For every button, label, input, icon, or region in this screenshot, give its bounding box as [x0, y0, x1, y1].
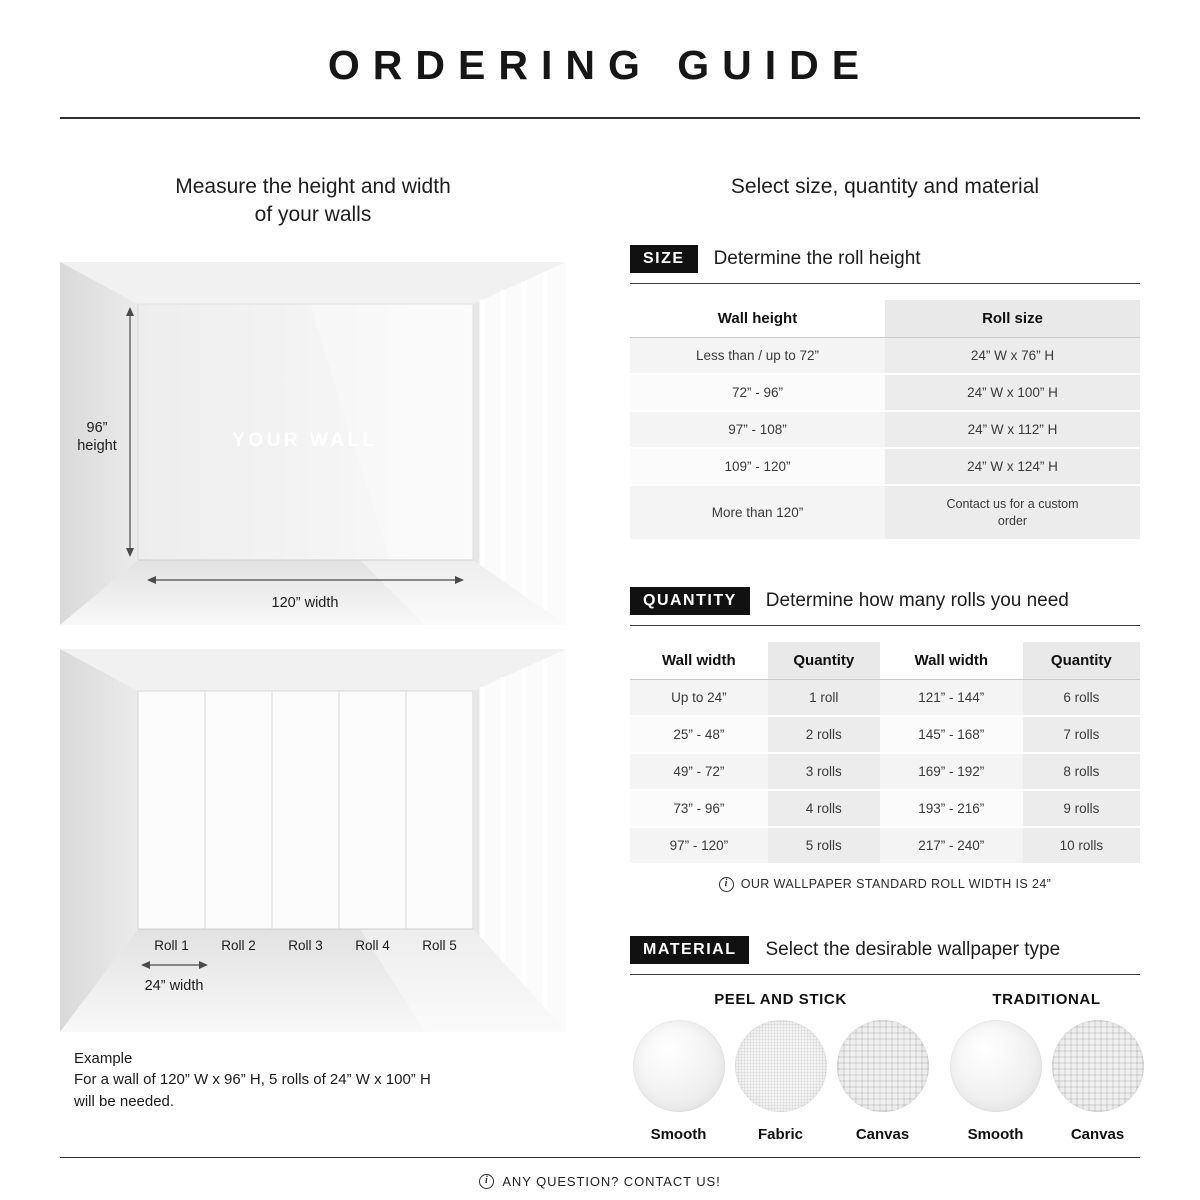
wall-width-cell: 25” - 48”	[630, 717, 768, 754]
size-section	[630, 245, 1140, 541]
material-option-smooth	[630, 1020, 727, 1143]
wall-height-cell: More than 120”	[630, 486, 885, 541]
measure-section	[60, 119, 566, 1113]
wall-width-cell: Up to 24”	[630, 680, 768, 717]
material-subtitle: Select the desirable wallpaper type	[765, 938, 1061, 960]
quantity-table-row	[630, 680, 1140, 717]
roll-size-cell	[885, 486, 1140, 541]
material-option-label: Smooth	[967, 1125, 1024, 1143]
quantity-section-head	[630, 587, 1140, 626]
smooth-texture-swatch	[633, 1020, 725, 1112]
smooth-texture-swatch	[950, 1020, 1042, 1112]
material-group-title: PEEL AND STICK	[714, 990, 847, 1008]
material-option-canvas	[1049, 1020, 1146, 1143]
wall-width-cell: 49” - 72”	[630, 754, 768, 791]
quantity-cell: 1 roll	[768, 680, 880, 717]
size-subtitle: Determine the roll height	[713, 248, 921, 270]
room-illustration-2	[60, 649, 566, 1032]
material-section	[630, 936, 1140, 1143]
size-table-row	[630, 449, 1140, 486]
roll-size-cell: 24” W x 124” H	[885, 449, 1140, 486]
quantity-cell: 2 rolls	[768, 717, 880, 754]
footer-contact	[0, 1174, 1200, 1189]
quantity-table	[630, 642, 1140, 865]
wall-width-cell: 97” - 120”	[630, 828, 768, 865]
quantity-badge: QUANTITY	[630, 587, 750, 615]
wall-width-cell: 121” - 144”	[880, 680, 1023, 717]
material-options	[947, 1020, 1146, 1143]
select-section	[630, 119, 1140, 1143]
quantity-cell: 5 rolls	[768, 828, 880, 865]
select-heading: Select size, quantity and material	[730, 175, 1040, 198]
roll-label: Roll 4	[355, 937, 390, 953]
quantity-table-header-row	[630, 642, 1140, 680]
quantity-cell: 3 rolls	[768, 754, 880, 791]
wall-width-header: Wall width	[880, 642, 1023, 680]
quantity-subtitle: Determine how many rolls you need	[765, 589, 1069, 611]
quantity-header: Quantity	[768, 642, 880, 680]
quantity-cell: 4 rolls	[768, 791, 880, 828]
wall-width-cell: 73” - 96”	[630, 791, 768, 828]
height-word-label: height	[77, 437, 117, 454]
size-section-head	[630, 245, 1140, 284]
size-table	[630, 300, 1140, 541]
fabric-texture-swatch	[735, 1020, 827, 1112]
page-title: ORDERING GUIDE	[327, 42, 873, 88]
quantity-header: Quantity	[1023, 642, 1140, 680]
material-option-label: Smooth	[650, 1125, 707, 1143]
size-badge: SIZE	[630, 245, 698, 273]
size-table-row	[630, 412, 1140, 449]
main-columns	[0, 119, 1200, 1143]
example-line2: will be needed.	[74, 1093, 175, 1111]
wall-width-cell: 169” - 192”	[880, 754, 1023, 791]
material-option-label: Canvas	[855, 1125, 910, 1143]
wall-height-header: Wall height	[630, 300, 885, 338]
material-option-label: Canvas	[1070, 1125, 1125, 1143]
material-option-label: Fabric	[757, 1125, 803, 1143]
roll-size-cell: 24” W x 76” H	[885, 338, 1140, 375]
material-groups	[630, 991, 1140, 1143]
example-title: Example	[74, 1049, 133, 1067]
room-illustration-1	[60, 262, 566, 625]
material-option-canvas	[834, 1020, 931, 1143]
quantity-cell: 7 rolls	[1023, 717, 1140, 754]
custom-order-note: Contact us for a custom order	[946, 497, 1079, 528]
width-value-label: 120” width	[271, 594, 339, 611]
canvas-texture-swatch	[1052, 1020, 1144, 1112]
material-group-title: TRADITIONAL	[992, 990, 1101, 1008]
wall-height-cell: 72” - 96”	[630, 375, 885, 412]
room-diagram-wall	[60, 262, 566, 625]
bottom-divider	[60, 1157, 1140, 1158]
room-diagram-rolls	[60, 649, 566, 1032]
info-icon	[479, 1174, 494, 1189]
example-line1: For a wall of 120” W x 96” H, 5 rolls of 24” W x 100” H	[74, 1071, 431, 1089]
measure-heading	[60, 173, 566, 230]
wall-width-header: Wall width	[630, 642, 768, 680]
measure-heading-line2: of your walls	[254, 203, 372, 227]
roll-label: Roll 5	[422, 937, 457, 953]
material-badge: MATERIAL	[630, 936, 749, 964]
roll-size-header: Roll size	[885, 300, 1140, 338]
wall-width-cell: 193” - 216”	[880, 791, 1023, 828]
quantity-cell: 8 rolls	[1023, 754, 1140, 791]
roll-label: Roll 1	[154, 937, 189, 953]
material-option-fabric	[732, 1020, 829, 1143]
wall-width-cell: 217” - 240”	[880, 828, 1023, 865]
material-group-peel-and-stick	[630, 991, 931, 1143]
size-table-row	[630, 375, 1140, 412]
wall-height-cell: 109” - 120”	[630, 449, 885, 486]
material-group-traditional	[947, 991, 1146, 1143]
wall-height-cell: Less than / up to 72”	[630, 338, 885, 375]
roll-width-label: 24” width	[144, 977, 204, 994]
size-table-row	[630, 486, 1140, 541]
material-option-smooth	[947, 1020, 1044, 1143]
quantity-table-row	[630, 754, 1140, 791]
roll-label: Roll 2	[221, 937, 256, 953]
example-note	[60, 1048, 566, 1113]
quantity-cell: 10 rolls	[1023, 828, 1140, 865]
your-wall-label: YOUR WALL	[232, 429, 378, 451]
info-icon	[719, 877, 734, 892]
wall-height-cell: 97” - 108”	[630, 412, 885, 449]
footer-contact-text: ANY QUESTION? CONTACT US!	[502, 1173, 721, 1189]
wall-width-cell: 145” - 168”	[880, 717, 1023, 754]
canvas-texture-swatch	[837, 1020, 929, 1112]
roll-width-note	[630, 877, 1140, 892]
roll-label: Roll 3	[288, 937, 323, 953]
quantity-section	[630, 587, 1140, 892]
quantity-table-row	[630, 828, 1140, 865]
material-section-head	[630, 936, 1140, 975]
size-table-row	[630, 338, 1140, 375]
quantity-cell: 9 rolls	[1023, 791, 1140, 828]
roll-size-cell: 24” W x 100” H	[885, 375, 1140, 412]
roll-width-note-text: OUR WALLPAPER STANDARD ROLL WIDTH IS 24”	[740, 877, 1052, 892]
material-options	[630, 1020, 931, 1143]
height-value-label: 96”	[86, 419, 108, 436]
size-table-header-row	[630, 300, 1140, 338]
wallpaper-rolls	[138, 691, 473, 929]
measure-heading-line1: Measure the height and width	[175, 175, 451, 198]
roll-size-cell: 24” W x 112” H	[885, 412, 1140, 449]
quantity-table-row	[630, 791, 1140, 828]
quantity-cell: 6 rolls	[1023, 680, 1140, 717]
quantity-table-row	[630, 717, 1140, 754]
